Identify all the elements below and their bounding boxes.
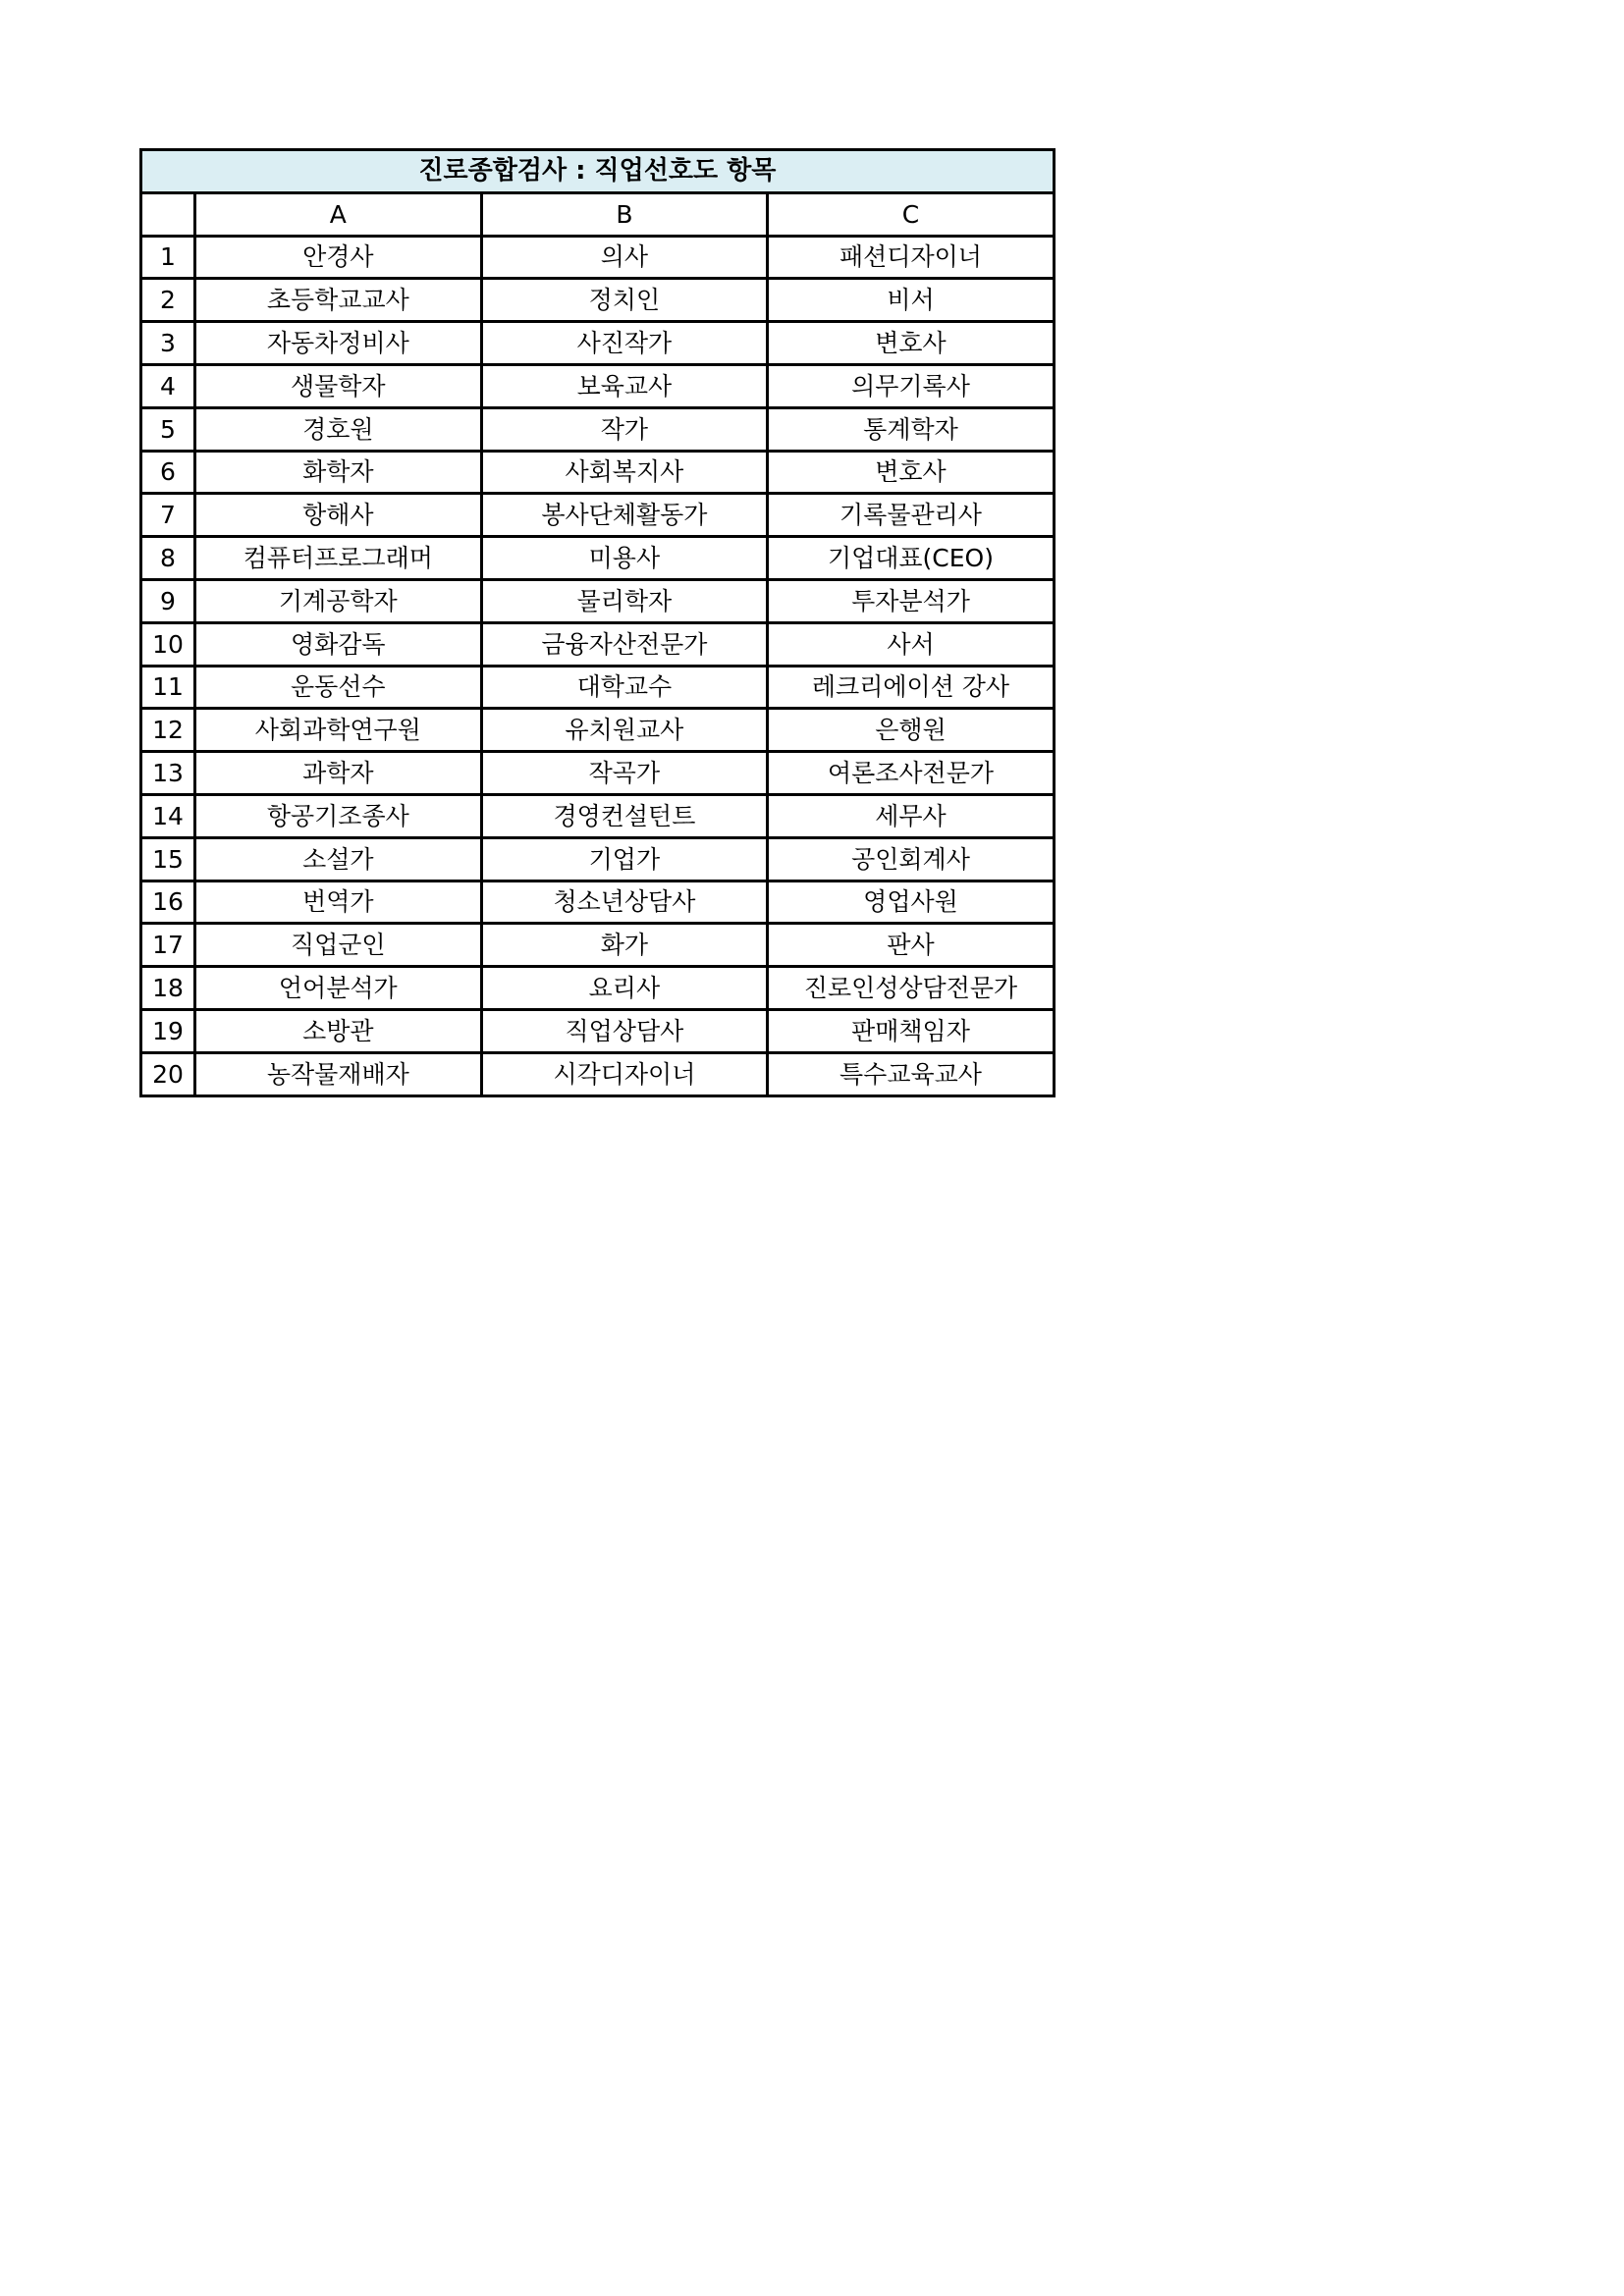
row-number: 15: [141, 837, 195, 881]
cell-c: 여론조사전문가: [768, 752, 1055, 795]
cell-a: 과학자: [195, 752, 482, 795]
cell-b: 직업상담사: [481, 1009, 768, 1052]
cell-a: 소방관: [195, 1009, 482, 1052]
table-row: [141, 709, 1055, 752]
table-row: [141, 236, 1055, 279]
row-number: 12: [141, 709, 195, 752]
cell-b: 작가: [481, 407, 768, 451]
table-row: [141, 924, 1055, 967]
cell-a: 항해사: [195, 494, 482, 537]
cell-b: 사회복지사: [481, 451, 768, 494]
cell-b: 경영컨설턴트: [481, 794, 768, 837]
cell-c: 투자분석가: [768, 579, 1055, 622]
row-number: 13: [141, 752, 195, 795]
cell-c: 패션디자이너: [768, 236, 1055, 279]
row-number: 18: [141, 967, 195, 1010]
cell-b: 봉사단체활동가: [481, 494, 768, 537]
table-row: [141, 1052, 1055, 1095]
row-number: 19: [141, 1009, 195, 1052]
title-row: [141, 150, 1055, 193]
cell-b: 화가: [481, 924, 768, 967]
cell-c: 특수교육교사: [768, 1052, 1055, 1095]
row-number: 7: [141, 494, 195, 537]
cell-a: 컴퓨터프로그래머: [195, 537, 482, 580]
cell-b: 유치원교사: [481, 709, 768, 752]
corner-cell: [141, 192, 195, 236]
table-row: [141, 279, 1055, 322]
table-row: [141, 494, 1055, 537]
row-number: 1: [141, 236, 195, 279]
row-number: 11: [141, 666, 195, 709]
cell-c: 영업사원: [768, 881, 1055, 924]
table-row: [141, 407, 1055, 451]
table-row: [141, 451, 1055, 494]
row-number: 4: [141, 364, 195, 407]
cell-c: 판매책임자: [768, 1009, 1055, 1052]
row-number: 17: [141, 924, 195, 967]
column-header-b: B: [481, 192, 768, 236]
cell-c: 변호사: [768, 322, 1055, 365]
cell-c: 의무기록사: [768, 364, 1055, 407]
cell-a: 영화감독: [195, 622, 482, 666]
cell-a: 초등학교교사: [195, 279, 482, 322]
row-number: 10: [141, 622, 195, 666]
row-number: 3: [141, 322, 195, 365]
row-number: 5: [141, 407, 195, 451]
cell-c: 은행원: [768, 709, 1055, 752]
cell-a: 번역가: [195, 881, 482, 924]
table-row: [141, 967, 1055, 1010]
cell-a: 운동선수: [195, 666, 482, 709]
cell-b: 청소년상담사: [481, 881, 768, 924]
cell-b: 대학교수: [481, 666, 768, 709]
table-row: [141, 1009, 1055, 1052]
cell-a: 안경사: [195, 236, 482, 279]
cell-a: 화학자: [195, 451, 482, 494]
career-preference-table: [139, 148, 1056, 1097]
cell-c: 사서: [768, 622, 1055, 666]
table-row: [141, 752, 1055, 795]
cell-a: 기계공학자: [195, 579, 482, 622]
table-row: [141, 666, 1055, 709]
table-row: [141, 837, 1055, 881]
cell-b: 미용사: [481, 537, 768, 580]
table-row: [141, 794, 1055, 837]
table-row: [141, 537, 1055, 580]
row-number: 2: [141, 279, 195, 322]
cell-c: 레크리에이션 강사: [768, 666, 1055, 709]
cell-c: 기업대표(CEO): [768, 537, 1055, 580]
cell-a: 농작물재배자: [195, 1052, 482, 1095]
cell-a: 직업군인: [195, 924, 482, 967]
cell-a: 경호원: [195, 407, 482, 451]
cell-b: 금융자산전문가: [481, 622, 768, 666]
cell-c: 세무사: [768, 794, 1055, 837]
table-row: [141, 579, 1055, 622]
row-number: 8: [141, 537, 195, 580]
cell-c: 기록물관리사: [768, 494, 1055, 537]
cell-b: 물리학자: [481, 579, 768, 622]
row-number: 9: [141, 579, 195, 622]
cell-a: 항공기조종사: [195, 794, 482, 837]
cell-a: 자동차정비사: [195, 322, 482, 365]
cell-b: 의사: [481, 236, 768, 279]
cell-a: 소설가: [195, 837, 482, 881]
table-title: 진로종합검사 : 직업선호도 항목: [141, 150, 1055, 193]
cell-c: 비서: [768, 279, 1055, 322]
cell-b: 기업가: [481, 837, 768, 881]
table-row: [141, 364, 1055, 407]
row-number: 6: [141, 451, 195, 494]
column-header-c: C: [768, 192, 1055, 236]
cell-b: 보육교사: [481, 364, 768, 407]
cell-c: 공인회계사: [768, 837, 1055, 881]
cell-a: 생물학자: [195, 364, 482, 407]
table-row: [141, 322, 1055, 365]
cell-a: 언어분석가: [195, 967, 482, 1010]
column-header-row: [141, 192, 1055, 236]
cell-b: 정치인: [481, 279, 768, 322]
table-row: [141, 881, 1055, 924]
cell-b: 시각디자이너: [481, 1052, 768, 1095]
cell-a: 사회과학연구원: [195, 709, 482, 752]
table-row: [141, 622, 1055, 666]
row-number: 20: [141, 1052, 195, 1095]
cell-c: 변호사: [768, 451, 1055, 494]
column-header-a: A: [195, 192, 482, 236]
cell-c: 진로인성상담전문가: [768, 967, 1055, 1010]
cell-b: 사진작가: [481, 322, 768, 365]
cell-c: 통계학자: [768, 407, 1055, 451]
row-number: 16: [141, 881, 195, 924]
cell-b: 요리사: [481, 967, 768, 1010]
cell-c: 판사: [768, 924, 1055, 967]
cell-b: 작곡가: [481, 752, 768, 795]
row-number: 14: [141, 794, 195, 837]
